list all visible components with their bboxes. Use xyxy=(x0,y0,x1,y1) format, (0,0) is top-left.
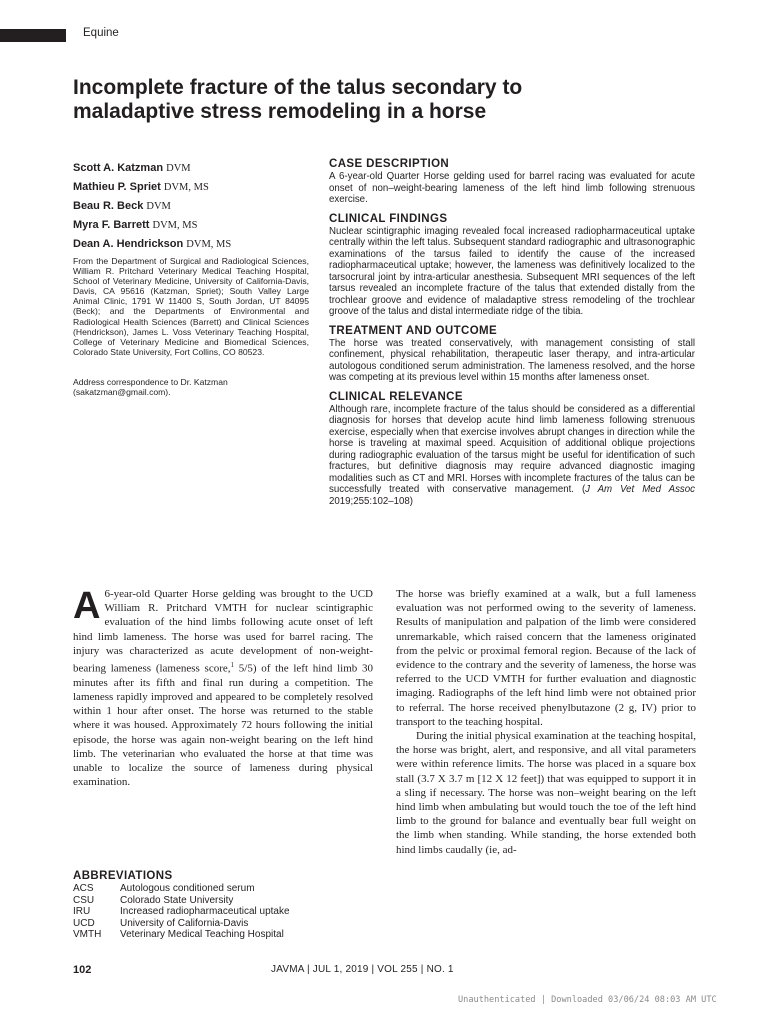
body-column-left xyxy=(73,587,373,790)
clinical-relevance-text: Although rare, incomplete fracture of the talus should be considered as a differential diagnosis for horses that develop acute hind limb lameness following strenuous exercise, especially when that exercise involves abrupt changes in direction while the horse is traveling at maximal speed. Acquisition of additional oblique projections during radiographic evaluation of the tarsus might be useful for identification of such fractures, but definitive diagnosis may require advanced diagnostic imaging modalities such as CT and MRI. Horses with incomplete fractures of the talus can be successfully treated with conservative management. (J Am Vet Med Assoc 2019;255:102–108) xyxy=(329,403,695,507)
citation-journal: J Am Vet Med Assoc xyxy=(585,484,695,495)
body-paragraph: A 6-year-old Quarter Horse gelding was brought to the UCD William R. Pritchard VMTH for nuclear scintigraphic evaluation of the hind limbs following acute onset of left hind limb lameness. The horse was used for barrel racing. The injury was characterized as acute development of non-weight-bearing lameness (lameness score,$^1$ 5/5) of the left hind limb 30 minutes after its fifth and final run during a competition. The lameness rapidly improved and appeared to be completely resolved within 1 hour after onset. The horse was returned to the stable where it was housed. Approximately 72 hours following the initial episode, the horse was again non-weight bearing on the left hind limb. The veterinarian who evaluated the horse at that time was unable to localize the source of lameness during physical examination. xyxy=(73,585,374,789)
affiliation-note: From the Department of Surgical and Radiological Sciences, William R. Pritchard Veterinary Medical Teaching Hospital, School of Veterinary Medicine, University of California-Davis, Davis, CA 95616 (Katzman, Spriet); South Valley Large Animal Clinic, 1791 W 11400 S, South Jordan, UT 84095 (Beck); and the Departments of Environmental and Radiological Health Sciences (Barrett) and Clinical Sciences (Hendrickson), James L. Voss Veterinary Teaching Hospital, College of Veterinary Medicine and Biomedical Sciences, Colorado State University, Fort Collins, CO 80523. xyxy=(73,256,309,357)
correspondence-note: Address correspondence to Dr. Katzman (sakatzman@gmail.com). xyxy=(73,377,228,398)
author: Beau R. Beck DVM xyxy=(73,200,171,212)
clinical-findings-heading: CLINICAL FINDINGS xyxy=(329,212,448,225)
author: Mathieu P. Spriet DVM, MS xyxy=(73,181,209,193)
clinical-relevance-heading: CLINICAL RELEVANCE xyxy=(329,390,463,403)
abbreviations-heading: ABBREVIATIONS xyxy=(73,870,173,882)
treatment-outcome-heading: TREATMENT AND OUTCOME xyxy=(329,324,498,337)
author-list xyxy=(73,159,309,254)
author: Dean A. Hendrickson DVM, MS xyxy=(73,238,232,250)
case-description-heading: CASE DESCRIPTION xyxy=(329,158,450,170)
abbreviation-row: ACS Autologous conditioned serum xyxy=(73,883,255,894)
footnote-ref: 1 xyxy=(230,661,235,670)
abbreviations-box xyxy=(73,870,373,941)
download-watermark: Unauthenticated | Downloaded 03/06/24 08:03 AM UTC xyxy=(458,995,717,1005)
abbreviation-row: CSU Colorado State University xyxy=(73,894,234,906)
author: Myra F. Barrett DVM, MS xyxy=(73,219,198,231)
journal-footer: JAVMA | JUL 1, 2019 | VOL 255 | NO. 1 xyxy=(271,964,454,975)
treatment-outcome-text: The horse was treated conservatively, with management consisting of stall confinement, physical rehabilitation, therapeutic laser therapy, and intra-articular autologous conditioned serum administration. The lameness resolved, and the horse was competing at its previous level within 15 months after lameness onset. xyxy=(329,337,695,383)
body-paragraph: The horse was briefly examined at a walk, but a full lameness evaluation was not performed owing to the severity of lameness. Results of manipulation and palpation of the limb were considered unremarkable, which raised concern that the lameness originated from the pelvic or proximal femoral region. Because of the lack of evidence to the contrary and the severity of lameness, the horse was referred to the UCD VMTH for further evaluation and diagnostic imaging. Radiographs of the left hind limb were not obtained prior to referral. The horse received phenylbutazone (2 g, IV) prior to transport to the teaching hospital. xyxy=(396,588,696,728)
abbreviation-row: IRU Increased radiopharmaceutical uptake xyxy=(73,906,290,918)
abstract xyxy=(329,157,695,513)
section-label: Equine xyxy=(83,27,119,39)
citation-details: 2019;255:102–108) xyxy=(329,495,414,507)
case-description-text: A 6-year-old Quarter Horse gelding used for barrel racing was evaluated for acute onset of non–weight-bearing lameness of the left hind limb following strenuous exercise. xyxy=(329,171,695,205)
abbreviation-row: VMTH Veterinary Medical Teaching Hospital xyxy=(73,929,284,941)
article-title: Incomplete fracture of the talus secondary to maladaptive stress remodeling in a horse xyxy=(73,76,523,123)
drop-cap: A xyxy=(73,585,101,627)
clinical-findings-text: Nuclear scintigraphic imaging revealed focal increased radiopharmaceutical uptake centrally within the left talus. Subsequent standard radiographic and ultrasonographic examinations of the tarsus failed to identify the cause of the increased radiopharmaceutical uptake; however, the lameness was definitively localized to the tarsocrural joint by intra-articular anesthesia. Subsequent MRI sequences of the left tarsus revealed an incomplete fracture of the talus that extended distally from the trochlear groove and evidence of maladaptive stress remodeling of the trochlear groove of the talus and distal intermediate ridge of the tibia. xyxy=(329,225,695,317)
abbreviation-row: UCD University of California-Davis xyxy=(73,917,249,929)
body-paragraph: During the initial physical examination at the teaching hospital, the horse was bright, alert, and responsive, and all vital parameters were within reference limits. The horse was placed in a square box stall (3.7 X 3.7 m [12 X 12 feet]) that was equipped to support it in a sling if necessary. The horse was non–weight bearing on the left hind limb when ambulating but would touch the toe of the left hind limb to the ground for balance and eventually bear full weight on the limb when standing. While standing, the horse extended both hind limbs caudally (ie, ad- xyxy=(396,730,696,856)
page-number: 102 xyxy=(73,964,92,976)
section-bar xyxy=(0,29,66,42)
body-column-right xyxy=(396,587,696,857)
author: Scott A. Katzman DVM xyxy=(73,162,191,174)
